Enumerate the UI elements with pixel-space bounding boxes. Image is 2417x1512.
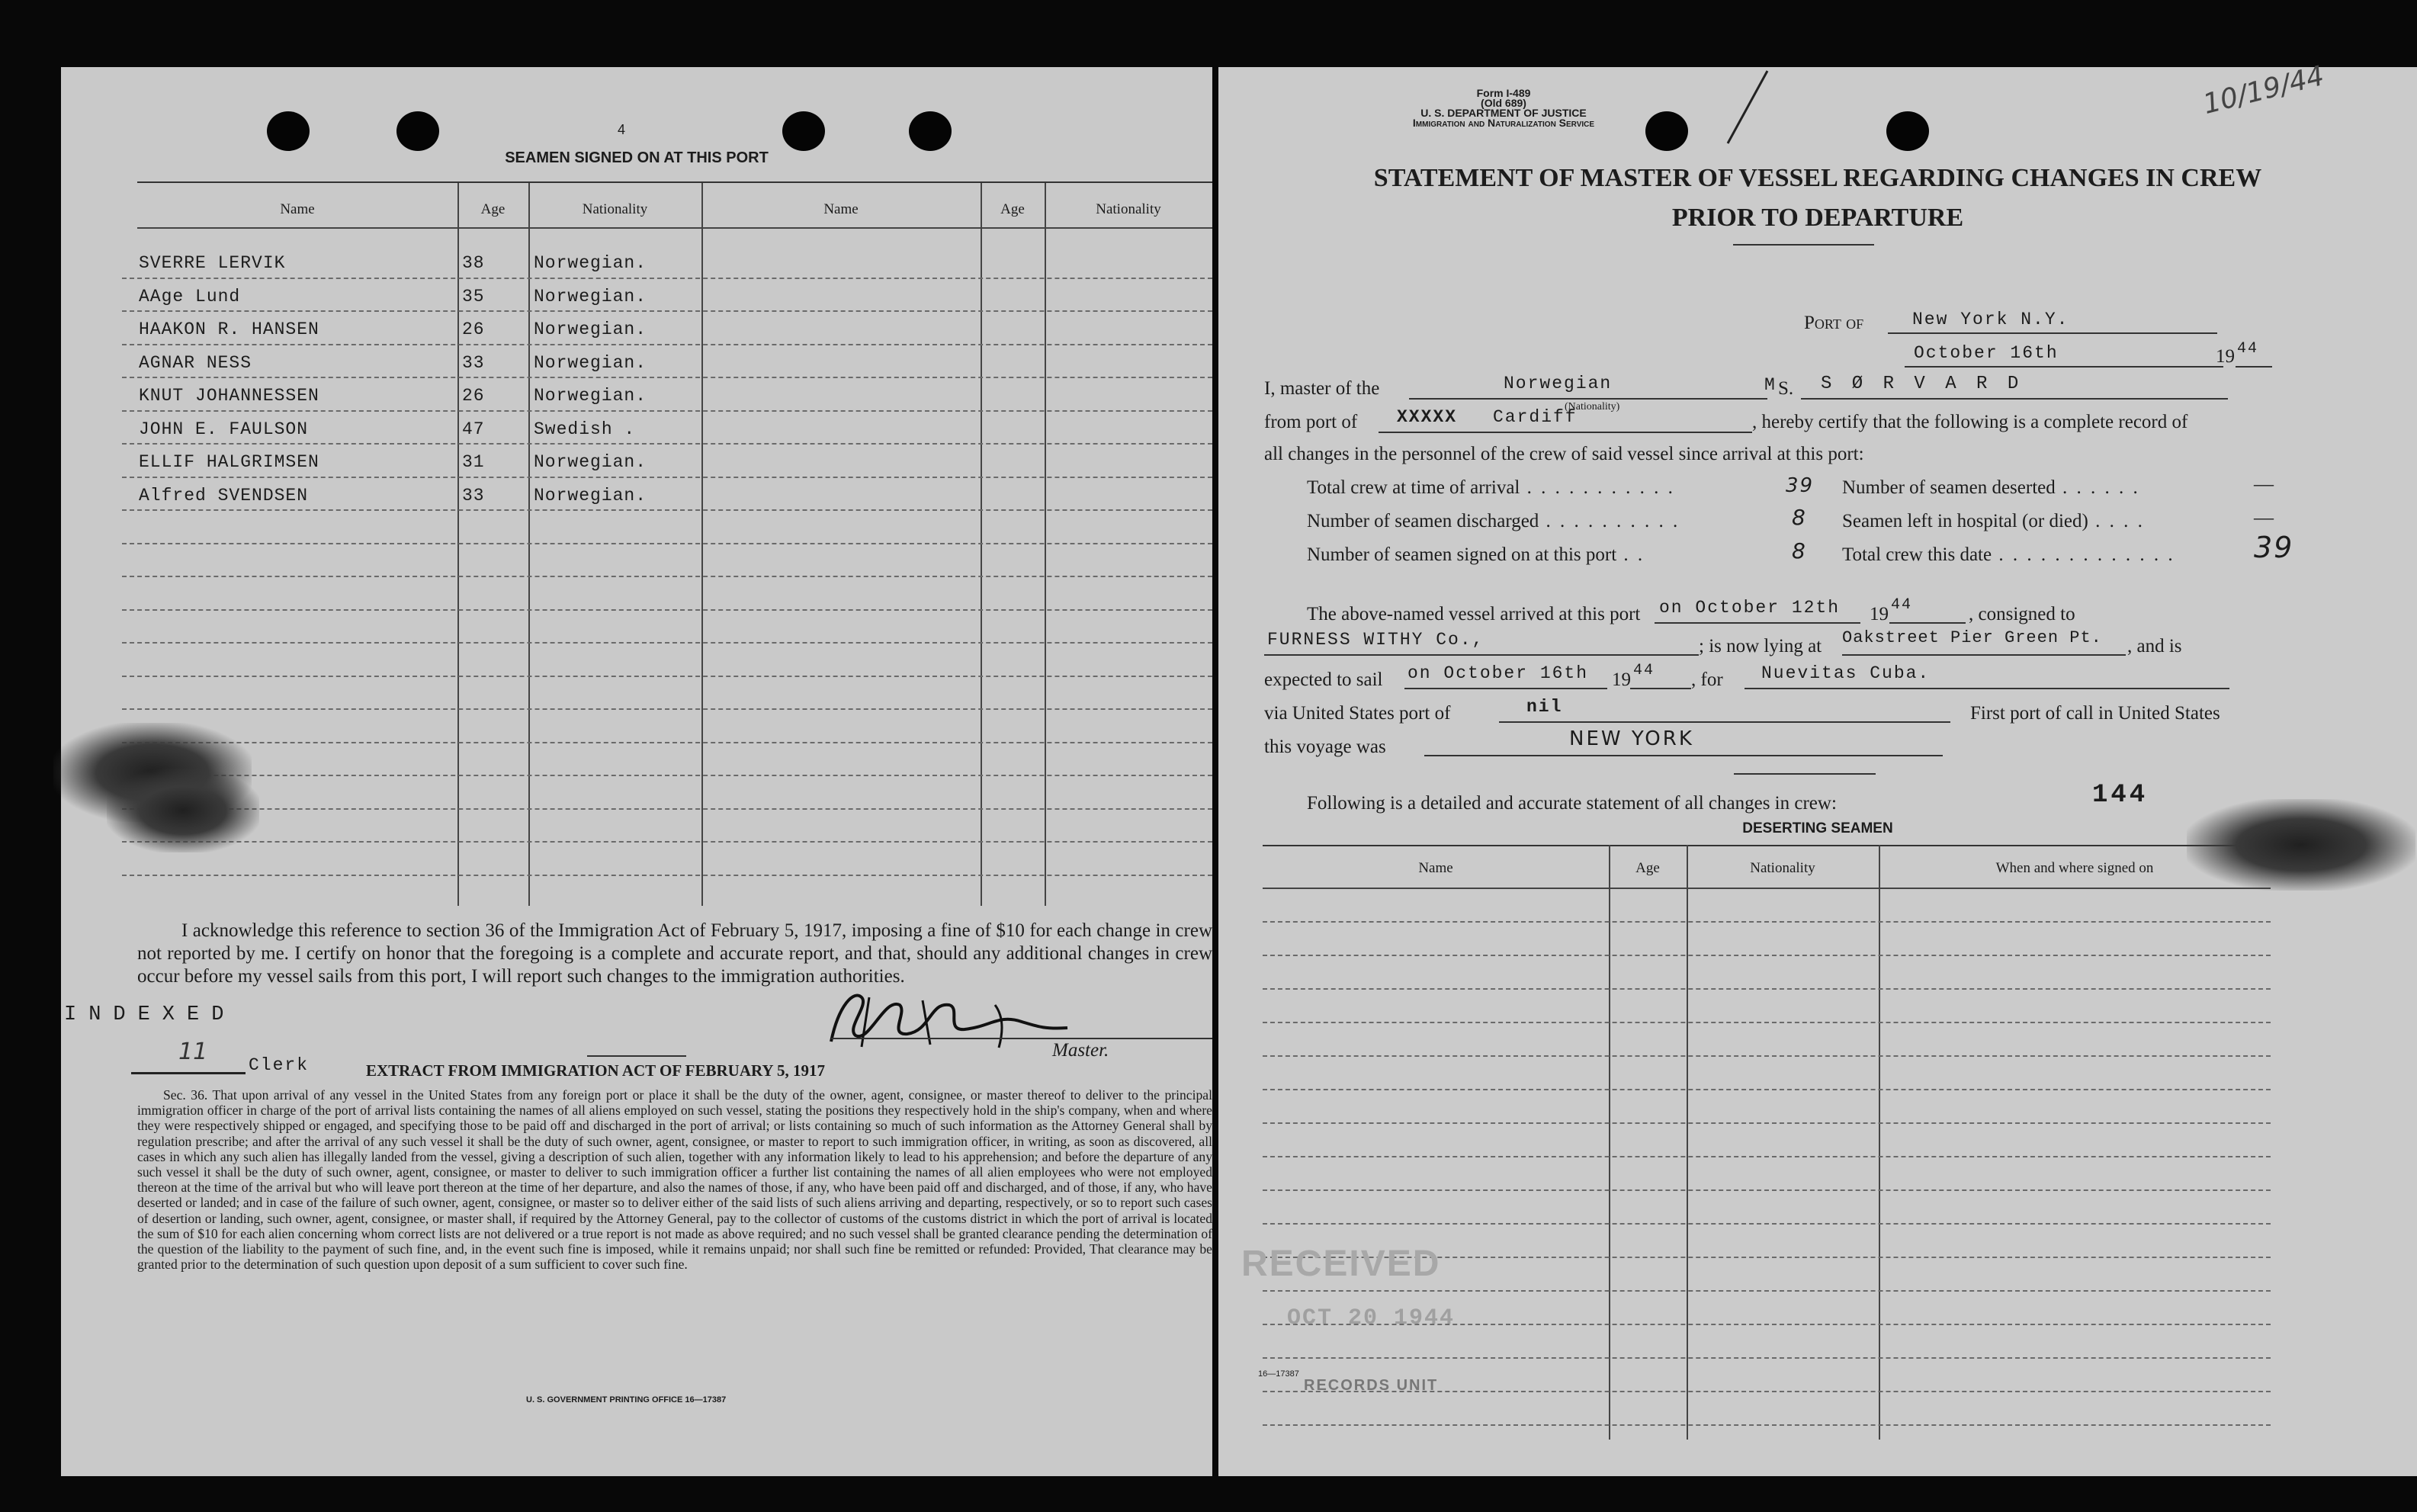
- certify-text: , hereby certify that the following is a complete record of: [1752, 412, 2188, 432]
- expected-date: on October 16th: [1408, 663, 1589, 683]
- row-rule: [122, 775, 1212, 776]
- port-value: New York N.Y.: [1912, 310, 2069, 329]
- extract-title: EXTRACT FROM IMMIGRATION ACT OF FEBRUARY 5, 1917: [366, 1061, 826, 1080]
- acknowledgement-text: I acknowledge this reference to section 36 of the Immigration Act of February 5, 1917, imposing a fine of $10 for each change in crew not reported by me. I certify on honor that the foregoing is a complete and accurate report, and that, should any additional changes in crew occur before my vessel sails from this port, I will report such changes to the immigration authorities.: [137, 920, 1212, 987]
- row-rule: [1263, 1189, 2271, 1191]
- binder-hole: [1886, 111, 1929, 151]
- crew-name: HAAKON R. HANSEN: [139, 319, 319, 339]
- col-header-nationality-2: Nationality: [1096, 201, 1161, 217]
- row-rule: [1263, 1122, 2271, 1124]
- crew-age: 33: [462, 485, 485, 506]
- crew-nationality: Norwegian.: [534, 452, 647, 472]
- via-label: via United States port of: [1264, 703, 1451, 724]
- binder-hole: [1645, 111, 1688, 151]
- arrived-year-prefix: 19: [1870, 604, 1889, 624]
- deserting-table: [1263, 845, 2271, 1455]
- col-header-nationality: Nationality: [582, 201, 648, 217]
- arrived-text: The above-named vessel arrived at this port: [1307, 604, 1641, 624]
- consignee-value: FURNESS WITHY Co.,: [1267, 630, 1485, 650]
- check-mark: [1722, 67, 1783, 151]
- col-header-age: Age: [480, 201, 506, 217]
- row-rule: [122, 410, 1212, 412]
- row-rule: [122, 676, 1212, 677]
- indexed-stamp: INDEXED: [64, 1003, 236, 1026]
- crew-nationality: Norwegian.: [534, 352, 647, 373]
- expected-year: 44: [1633, 662, 1655, 679]
- for-label: , for: [1691, 669, 1723, 690]
- total-arrival-value: 39: [1786, 474, 1815, 497]
- ink-smear: [107, 769, 259, 852]
- deserted-label: Number of seamen deserted . . . . . .: [1842, 477, 2140, 498]
- first-port-label: First port of call in United States: [1970, 703, 2220, 724]
- row-rule: [122, 808, 1212, 810]
- row-rule: [1263, 1089, 2271, 1090]
- year-value: 44: [2237, 340, 2259, 358]
- master-signature: [816, 974, 1075, 1058]
- signed-on-label: Number of seamen signed on at this port . .: [1307, 544, 1645, 565]
- binder-hole: [782, 111, 825, 151]
- page-number: 4: [618, 122, 626, 137]
- arrived-year: 44: [1891, 596, 1913, 614]
- master-of-label: I, master of the: [1264, 378, 1380, 399]
- row-rule: [122, 344, 1212, 345]
- title-line-2: PRIOR TO DEPARTURE: [1671, 204, 1964, 232]
- ink-smear: [2187, 799, 2415, 891]
- left-page: [61, 67, 1212, 1476]
- crew-name: SVERRE LERVIK: [139, 253, 286, 273]
- from-port-struck: XXXXX: [1397, 407, 1458, 427]
- following-text: Following is a detailed and accurate statement of all changes in crew:: [1307, 793, 1837, 814]
- form-old: (Old 689): [1481, 97, 1526, 109]
- crew-name: AGNAR NESS: [139, 352, 252, 373]
- expected-year-prefix: 19: [1612, 669, 1631, 690]
- row-rule: [122, 443, 1212, 445]
- row-rule: [1263, 1424, 2271, 1426]
- row-rule: [1263, 1357, 2271, 1359]
- crew-nationality: Norwegian.: [534, 386, 647, 406]
- form-title: [1218, 159, 2417, 238]
- vessel-prefix: M: [1764, 375, 1777, 395]
- voyage-value: NEW YORK: [1569, 727, 1694, 750]
- form-code: 16—17387: [1258, 1369, 1299, 1379]
- col-header-age-2: Age: [1000, 201, 1025, 217]
- deserting-heading: DESERTING SEAMEN: [1742, 820, 1893, 836]
- discharged-value: 8: [1792, 505, 1807, 530]
- page-count: 144: [2092, 781, 2149, 810]
- col-header-name-2: Name: [823, 201, 859, 217]
- col-header-nationality: Nationality: [1750, 860, 1815, 876]
- row-rule: [122, 310, 1212, 312]
- crew-name: KNUT JOHANNESSEN: [139, 386, 319, 406]
- row-rule: [122, 543, 1212, 544]
- row-rule: [1263, 1055, 2271, 1057]
- destination-value: Nuevitas Cuba.: [1761, 663, 1931, 683]
- row-rule: [122, 377, 1212, 378]
- changes-text: all changes in the personnel of the crew of said vessel since arrival at this port:: [1264, 444, 1864, 464]
- crew-nationality: Swedish .: [534, 419, 636, 439]
- lying-at-label: ; is now lying at: [1699, 636, 1822, 656]
- form-number: Form I-489: [1476, 87, 1531, 99]
- row-rule: [1263, 1223, 2271, 1225]
- signed-on-value: 8: [1792, 538, 1807, 563]
- row-rule: [1263, 1156, 2271, 1157]
- hospital-label: Seamen left in hospital (or died) . . . .: [1842, 511, 2145, 531]
- form-header: [1389, 88, 1618, 128]
- crew-name: Alfred SVENDSEN: [139, 485, 309, 506]
- row-rule: [122, 509, 1212, 511]
- col-header-age: Age: [1635, 860, 1660, 876]
- crew-nationality: Norwegian.: [534, 485, 647, 506]
- master-label: Master.: [1052, 1040, 1109, 1061]
- crew-age: 26: [462, 386, 485, 406]
- crew-nationality: Norwegian.: [534, 319, 647, 339]
- row-rule: [122, 742, 1212, 743]
- crew-age: 33: [462, 352, 485, 373]
- service-name: Immigration and Naturalization Service: [1412, 117, 1595, 129]
- row-rule: [122, 576, 1212, 577]
- received-stamp: RECEIVED: [1241, 1244, 1441, 1284]
- binder-hole: [267, 111, 310, 151]
- year-prefix: 19: [2216, 346, 2235, 367]
- crew-age: 26: [462, 319, 485, 339]
- binder-hole: [909, 111, 952, 151]
- crew-age: 47: [462, 419, 485, 439]
- corner-annotation: 10/19/44: [2200, 60, 2328, 120]
- extract-text: Sec. 36. That upon arrival of any vessel in the United States from any foreign port or place it shall be the duty of the owner, agent, consignee, or master thereof to deliver to the principal immigration officer in charge of the port of arrival lists containing the names of all aliens employed on such vessel, stating the positions they respectively hold in the ship's company, when and where they were respectively shipped or engaged, and specifying those to be paid off and discharged in the port of arrival; or lists containing so much of such information as the Attorney General shall by regulation prescribe; and after the arrival of any such vessel it shall be the duty of such owner, agent, consignee, or master to report to such immigration officer, in writing, as soon as discovered, all cases in which any such alien has illegally landed from the vessel, giving a description of such alien, together with any information likely to lead to his apprehension; and before the departure of any such vessel it shall be the duty of such owner, agent, consignee, or master to deliver to such immigration officer a further list containing the names of all alien employees who were not employed thereon at the time of the arrival but who will leave port thereon at the time of her departure, and also the names of those, if any, who have been paid off and discharged, and of those, if any, who have deserted or landed; and in case of the failure of such owner, agent, consignee, or master so to deliver either of the said lists of such aliens arriving and departing, respectively, or so to report such cases of desertion or landing, such owner, agent, consignee, or master shall, if required by the Attorney General, pay to the collector of customs of the customs district in which the port of arrival is located the sum of $10 for each alien concerning whom correct lists are not delivered or a true report is not made as above required; and no such vessel shall be granted clearance pending the determination of the question of the liability to the payment of such fine, and, in the event such fine is imposed, while it remains unpaid; nor shall such fine be remitted or refunded: Provided, That clearance may be granted prior to the determination of such question upon deposit of a sum sufficient to cover such fine.: [137, 1087, 1212, 1273]
- records-unit-stamp: RECORDS UNIT: [1304, 1377, 1439, 1394]
- row-rule: [1263, 955, 2271, 956]
- row-rule: [122, 609, 1212, 611]
- vessel-s: S.: [1778, 378, 1794, 399]
- department-name: U. S. DEPARTMENT OF JUSTICE: [1420, 107, 1587, 119]
- row-rule: [1263, 988, 2271, 990]
- deserted-value: —: [2254, 473, 2275, 495]
- right-page: [1218, 60, 2417, 1476]
- clerk-initials: 11: [178, 1038, 208, 1065]
- crew-name: JOHN E. FAULSON: [139, 419, 309, 439]
- from-port-value: Cardiff: [1493, 407, 1578, 427]
- lying-at-value: Oakstreet Pier Green Pt.: [1842, 628, 2102, 647]
- crew-age: 38: [462, 253, 485, 273]
- vessel-name: S Ø R V A R D: [1821, 374, 2024, 394]
- crew-nationality: Norwegian.: [534, 286, 647, 307]
- voyage-label: this voyage was: [1264, 737, 1386, 757]
- total-arrival-label: Total crew at time of arrival . . . . . . . . . . .: [1307, 477, 1675, 498]
- nationality-caption: (Nationality): [1565, 401, 1620, 413]
- binder-hole: [396, 111, 439, 151]
- clerk-label: Clerk: [249, 1055, 310, 1075]
- consigned-to-label: , consigned to: [1969, 604, 2075, 624]
- row-rule: [122, 477, 1212, 478]
- via-value: nil: [1526, 697, 1563, 717]
- row-rule: [1263, 1290, 2271, 1292]
- row-rule: [1263, 1022, 2271, 1023]
- crew-age: 31: [462, 452, 485, 472]
- total-date-label: Total crew this date . . . . . . . . . . . . .: [1842, 544, 2175, 565]
- port-label: Port of: [1804, 313, 1864, 333]
- from-port-label: from port of: [1264, 412, 1358, 432]
- received-date-stamp: OCT 20 1944: [1287, 1305, 1456, 1331]
- expected-label: expected to sail: [1264, 669, 1383, 690]
- col-header-name: Name: [280, 201, 315, 217]
- crew-age: 35: [462, 286, 485, 307]
- col-header-signed-on: When and where signed on: [1995, 860, 2154, 876]
- discharged-label: Number of seamen discharged . . . . . . . . . .: [1307, 511, 1680, 531]
- and-is-label: , and is: [2127, 636, 2182, 656]
- row-rule: [122, 278, 1212, 279]
- crew-name: ELLIF HALGRIMSEN: [139, 452, 319, 472]
- row-rule: [1263, 921, 2271, 923]
- nationality-value: Norwegian: [1504, 374, 1613, 393]
- row-rule: [122, 708, 1212, 710]
- arrived-date: on October 12th: [1659, 598, 1841, 618]
- row-rule: [122, 642, 1212, 644]
- col-header-name: Name: [1418, 860, 1453, 876]
- total-date-value: 39: [2254, 531, 2294, 564]
- printer-line: U. S. GOVERNMENT PRINTING OFFICE 16—17387: [526, 1395, 727, 1404]
- crew-name: AAge Lund: [139, 286, 241, 307]
- hospital-value: —: [2254, 506, 2275, 528]
- row-rule: [122, 875, 1212, 876]
- date-value: October 16th: [1914, 343, 2059, 363]
- section-heading: SEAMEN SIGNED ON AT THIS PORT: [505, 149, 769, 166]
- row-rule: [122, 841, 1212, 843]
- title-line-1: STATEMENT OF MASTER OF VESSEL REGARDING CHANGES IN CREW: [1373, 164, 2262, 192]
- crew-nationality: Norwegian.: [534, 253, 647, 273]
